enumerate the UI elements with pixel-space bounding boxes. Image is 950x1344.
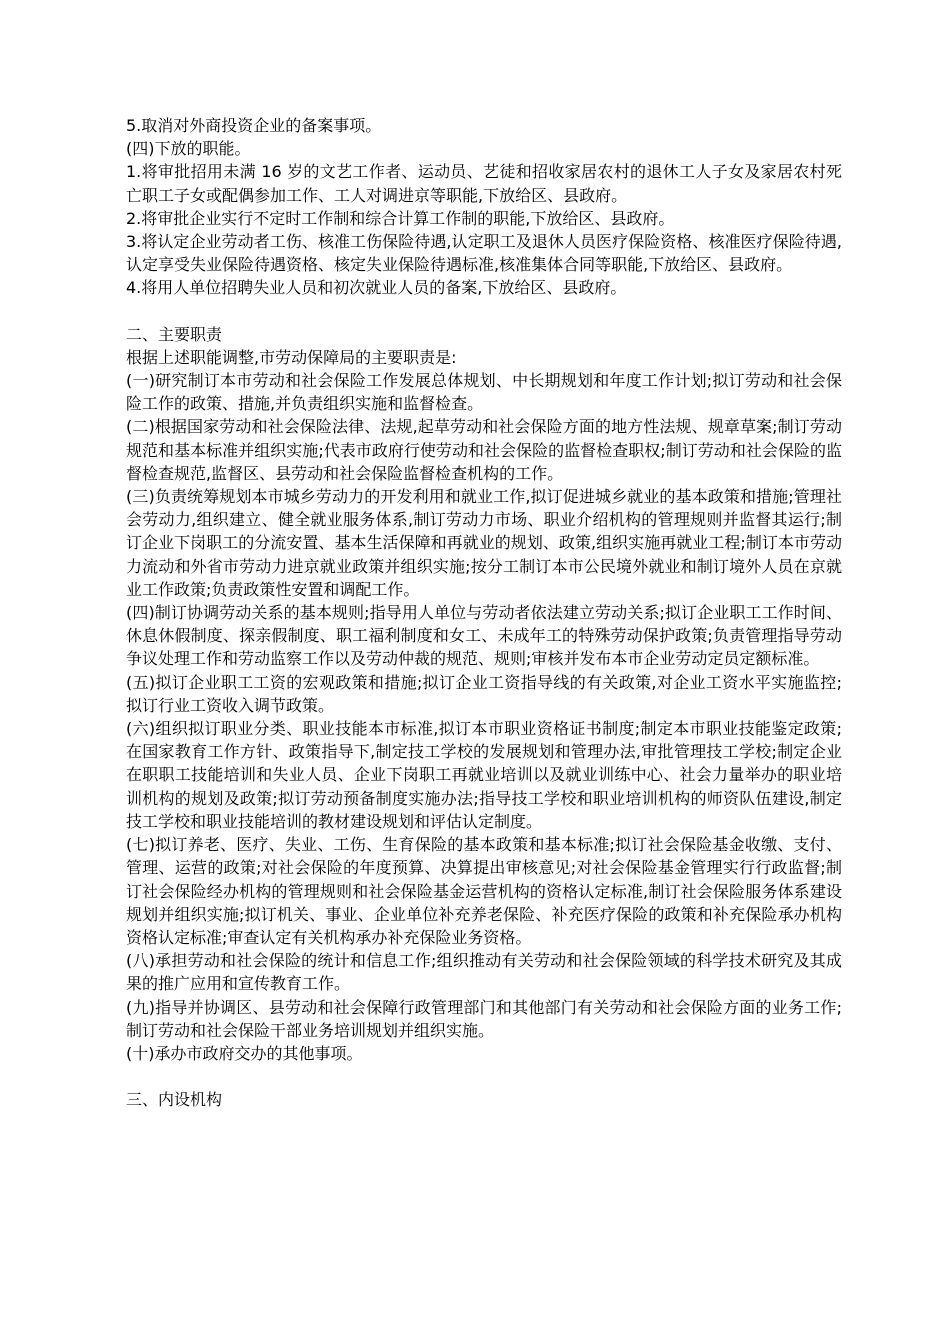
duty-item-3: (三)负责统筹规划本市城乡劳动力的开发利用和就业工作,拟订促进城乡就业的基本政策和措施;管理社会劳动力,组织建立、健全就业服务体系,制订劳动力市场、职业介绍机构的管理规则并监督其运行;制订企业下岗职工的分流安置、基本生活保障和再就业的规划、政策,组织实施再就业工程;制订本市劳动力流动和外省市劳动力进京就业政策并组织实施;按分工制订本市公民境外就业和制订境外人员在京就业工作政策;负责政策性安置和调配工作。 [126,487,842,599]
paragraph-spacer [126,1065,842,1088]
duty-item-1: (一)研究制订本市劳动和社会保险工作发展总体规划、中长期规划和年度工作计划;拟订劳动和社会保险工作的政策、措施,并负责组织实施和监督检查。 [126,371,842,414]
paragraph-spacer [126,300,842,323]
section-heading-internal-structure: 三、内设机构 [126,1090,223,1110]
section-heading-main-duties: 二、主要职责 [126,324,223,344]
duty-item-10: (十)承办市政府交办的其他事项。 [126,1043,363,1063]
delegated-item-3: 3.将认定企业劳动者工伤、核准工伤保险待遇,认定职工及退休人员医疗保险资格、核准医疗保险待遇,认定享受失业保险待遇资格、核定失业保险待遇标准,核准集体合同等职能,下放给区、县政府。 [126,232,842,275]
duty-item-8: (八)承担劳动和社会保险的统计和信息工作;组织推动有关劳动和社会保险领域的科学技术研究及其成果的推广应用和宣传教育工作。 [126,951,842,994]
item-5-text: 5.取消对外商投资企业的备案事项。 [126,116,382,135]
delegated-item-1: 1.将审批招用未满 16 岁的文艺工作者、运动员、艺徒和招收家居农村的退休工人子女及家居农村死亡职工子女或配偶参加工作、工人对调进京等职能,下放给区、县政府。 [126,162,842,205]
duty-item-4: (四)制订协调劳动关系的基本规则;指导用人单位与劳动者依法建立劳动关系;拟订企业职工工作时间、休息休假制度、探亲假制度、职工福利制度和女工、未成年工的特殊劳动保护政策;负责管理指导劳动争议处理工作和劳动监察工作以及劳动仲裁的规范、规则;审核并发布本市企业劳动定员定额标准。 [126,603,842,669]
delegated-item-2: 2.将审批企业实行不定时工作制和综合计算工作制的职能,下放给区、县政府。 [126,208,675,228]
subsection-heading-delegated-functions: (四)下放的职能。 [126,139,251,159]
duty-item-5: (五)拟订企业职工工资的宏观政策和措施;拟订企业工资指导线的有关政策,对企业工资水平实施监控;拟订行业工资收入调节政策。 [126,672,842,715]
document-page [126,114,842,1111]
duty-item-9: (九)指导并协调区、县劳动和社会保障行政管理部门和其他部门有关劳动和社会保险方面的业务工作;制订劳动和社会保险干部业务培训规划并组织实施。 [126,997,842,1040]
duty-item-7: (七)拟订养老、医疗、失业、工伤、生育保险的基本政策和基本标准;拟订社会保险基金收缴、支付、管理、运营的政策;对社会保险的年度预算、决算提出审核意见;对社会保险基金管理实行行政监督;制订社会保险经办机构的管理规则和社会保险基金运营机构的资格认定标准,制订社会保险服务体系建设规划并组织实施;拟订机关、事业、企业单位补充养老保险、补充医疗保险的政策和补充保险承办机构资格认定标准;审查认定有关机构承办补充保险业务资格。 [126,835,842,947]
duty-item-6: (六)组织拟订职业分类、职业技能本市标准,拟订本市职业资格证书制度;制定本市职业技能鉴定政策;在国家教育工作方针、政策指导下,制定技工学校的发展规划和管理办法,审批管理技工学校;制定企业在职职工技能培训和失业人员、企业下岗职工再就业培训以及就业训练中心、社会力量举办的职业培训机构的规划及政策;拟订劳动预备制度实施办法;指导技工学校和职业培训机构的师资队伍建设,制定技工学校和职业技能培训的教材建设规划和评估认定制度。 [126,719,842,831]
main-duties-intro: 根据上述职能调整,市劳动保障局的主要职责是: [126,347,457,367]
delegated-item-4: 4.将用人单位招聘失业人员和初次就业人员的备案,下放给区、县政府。 [126,278,627,298]
duty-item-2: (二)根据国家劳动和社会保险法律、法规,起草劳动和社会保险方面的地方性法规、规章草案;制订劳动规范和基本标准并组织实施;代表市政府行使劳动和社会保险的监督检查职权;制订劳动和社会保险的监督检查规范,监督区、县劳动和社会保险监督检查机构的工作。 [126,417,842,483]
